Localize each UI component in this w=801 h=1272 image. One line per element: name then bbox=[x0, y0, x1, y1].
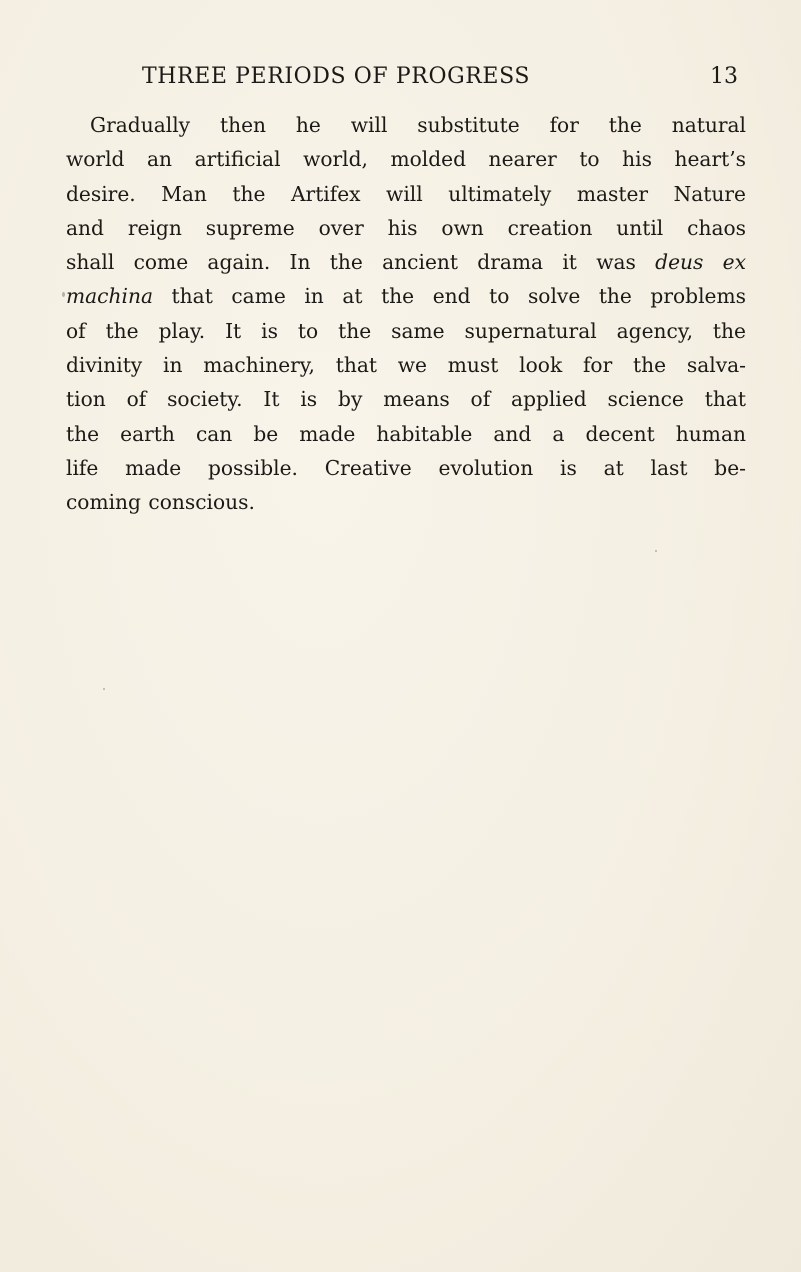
paper-speck bbox=[655, 550, 657, 552]
paper-speck bbox=[103, 688, 105, 690]
running-title: THREE PERIODS OF PROGRESS bbox=[142, 64, 531, 89]
italic-phrase: deus ex bbox=[655, 250, 746, 275]
running-head bbox=[66, 60, 738, 96]
text-line: of the play. It is to the same supernatural agency, the bbox=[66, 318, 746, 343]
text-line: Gradually then he will substitute for the natural bbox=[90, 113, 746, 137]
text-line: life made possible. Creative evolution is at last be- bbox=[66, 455, 746, 480]
text-line bbox=[66, 245, 746, 279]
text-line: desire. Man the Artifex will ultimately master Nature bbox=[66, 181, 746, 206]
text-line: tion of society. It is by means of applied science that bbox=[66, 387, 746, 412]
text-line: the earth can be made habitable and a decent human bbox=[66, 421, 746, 446]
italic-phrase: machina bbox=[66, 284, 153, 309]
text-line: world an artificial world, molded nearer to his heart’s bbox=[66, 147, 746, 172]
text-line bbox=[66, 279, 746, 313]
page-number: 13 bbox=[710, 64, 738, 89]
text-line: and reign supreme over his own creation until chaos bbox=[66, 215, 746, 240]
text-segment: shall come again. In the ancient drama it was bbox=[66, 250, 636, 275]
text-line: coming conscious. bbox=[66, 490, 255, 515]
text-line: divinity in machinery, that we must look for the salva- bbox=[66, 353, 746, 378]
body-paragraph bbox=[66, 108, 746, 520]
paper-speck bbox=[62, 292, 65, 297]
text-segment: that came in at the end to solve the problems bbox=[171, 284, 746, 309]
